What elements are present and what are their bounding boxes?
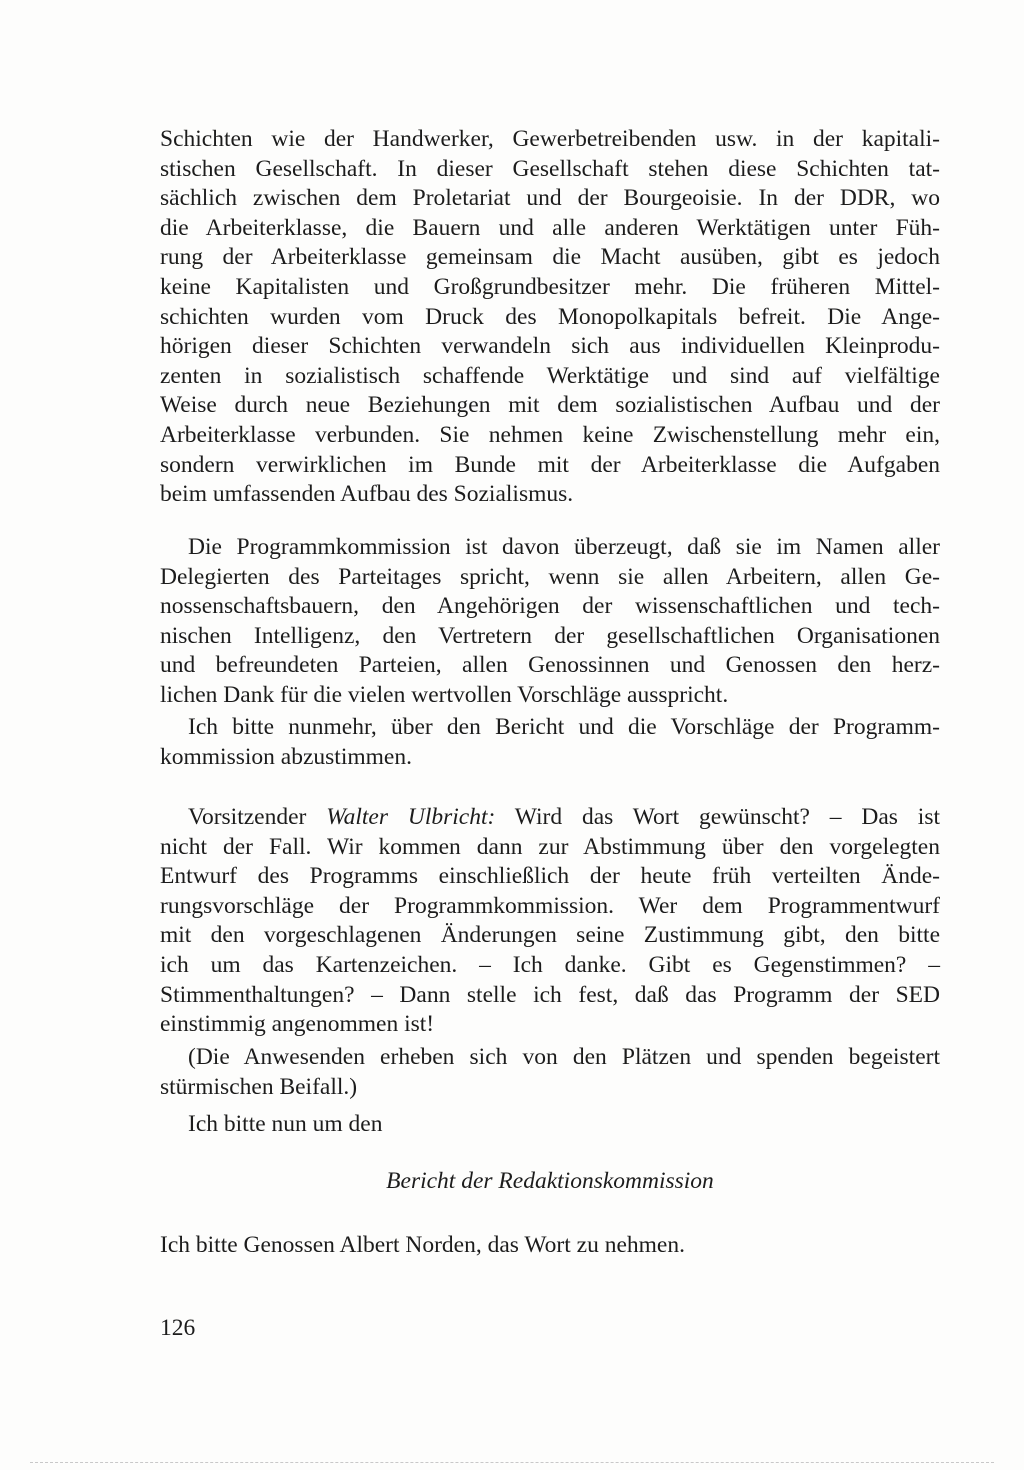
text-line: sondern verwirklichen im Bunde mit der Arbeiterklasse die Aufgaben	[160, 451, 940, 478]
speaker-suffix: Wird das Wort gewünscht? – Das ist	[495, 804, 940, 830]
text-line: Schichten wie der Handwerker, Gewerbetreibenden usw. in der kapitali-	[160, 126, 940, 152]
text-line: Ich bitte nunmehr, über den Bericht und die Vorschläge der Programm-	[188, 714, 940, 740]
text-line: nischen Intelligenz, den Vertretern der gesellschaftlichen Organisationen	[160, 622, 940, 649]
text-line: nicht der Fall. Wir kommen dann zur Abstimmung über den vorgelegten	[160, 833, 940, 860]
text-line: Arbeiterklasse verbunden. Sie nehmen keine Zwischenstellung mehr ein,	[160, 421, 940, 448]
text-line: (Die Anwesenden erheben sich von den Plätzen und spenden begeistert	[188, 1044, 940, 1070]
text-line: zenten in sozialistisch schaffende Werktätige und sind auf vielfältige	[160, 362, 940, 389]
text-line: Weise durch neue Beziehungen mit dem sozialistischen Aufbau und der	[160, 392, 940, 419]
text-line: Delegierten des Parteitages spricht, wenn sie allen Arbeitern, allen Ge-	[160, 563, 940, 590]
paragraph-thanks	[160, 533, 940, 711]
text-line: Die Programmkommission ist davon überzeugt, daß sie im Namen aller	[188, 534, 940, 560]
text-line: stischen Gesellschaft. In dieser Gesellschaft stehen diese Schichten tat-	[160, 155, 940, 182]
text-line: mit den vorgeschlagenen Änderungen seine Zustimmung gibt, den bitte	[160, 922, 940, 949]
section-heading: Bericht der Redaktionskommission	[386, 1168, 714, 1194]
text-line: rung der Arbeiterklasse gemeinsam die Macht ausüben, gibt es jedoch	[160, 244, 940, 271]
scan-edge-line	[30, 1462, 994, 1464]
text-line: hörigen dieser Schichten verwandeln sich aus individuellen Kleinprodu-	[160, 333, 940, 360]
text-line: schichten wurden vom Druck des Monopolkapitals befreit. Die Ange-	[160, 303, 940, 330]
text-line: Ich bitte nun um den	[188, 1111, 383, 1137]
text-line: beim umfassenden Aufbau des Sozialismus.	[160, 481, 574, 508]
text-line: Stimmenthaltungen? – Dann stelle ich fest, daß das Programm der SED	[160, 981, 940, 1008]
text-line-speaker	[160, 803, 940, 833]
paragraph-chairman	[160, 803, 940, 1040]
text-line: keine Kapitalisten und Großgrundbesitzer mehr. Die früheren Mittel-	[160, 273, 940, 300]
text-line: ich um das Kartenzeichen. – Ich danke. Gibt es Gegenstimmen? –	[160, 951, 940, 978]
speaker-name: Walter Ulbricht:	[326, 804, 496, 830]
closing-line: Ich bitte Genossen Albert Norden, das Wort zu nehmen.	[160, 1232, 685, 1258]
text-line: kommission abzustimmen.	[160, 743, 412, 770]
text-line: Entwurf des Programms einschließlich der heute früh verteilten Ände-	[160, 863, 940, 890]
text-line: einstimmig angenommen ist!	[160, 1011, 435, 1038]
text-line: sächlich zwischen dem Proletariat und der Bourgeoisie. In der DDR, wo	[160, 185, 940, 212]
page-number: 126	[160, 1315, 196, 1341]
text-line: nossenschaftsbauern, den Angehörigen der wissenschaftlichen und tech-	[160, 593, 940, 620]
text-line: und befreundeten Parteien, allen Genossinnen und Genossen den herz-	[160, 652, 940, 679]
paragraph-middle-strata	[160, 125, 940, 510]
paragraph-request-report	[160, 1110, 940, 1140]
text-line: lichen Dank für die vielen wertvollen Vorschläge ausspricht.	[160, 681, 729, 708]
text-line: stürmischen Beifall.)	[160, 1073, 358, 1100]
speaker-prefix: Vorsitzender	[188, 804, 327, 830]
text-line: rungsvorschläge der Programmkommission. Wer dem Programmentwurf	[160, 892, 940, 919]
paragraph-applause	[160, 1043, 940, 1102]
paragraph-vote-request	[160, 713, 940, 772]
text-line: die Arbeiterklasse, die Bauern und alle anderen Werktätigen unter Füh-	[160, 214, 940, 241]
